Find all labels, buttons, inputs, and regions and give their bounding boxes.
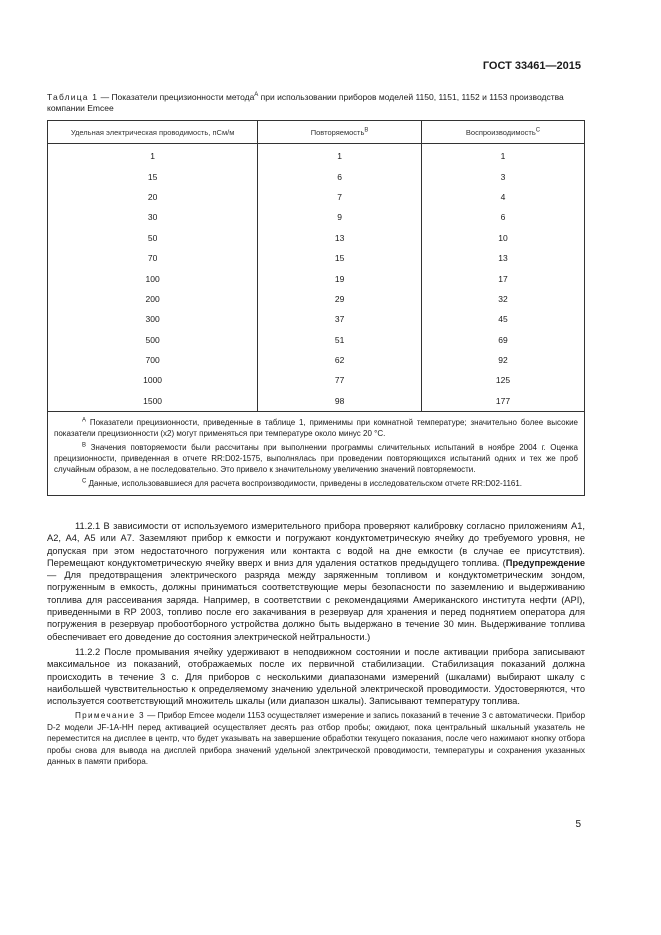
table-row [48, 289, 585, 309]
cell-reproducibility: 32 [421, 289, 584, 309]
header-conductivity: Удельная электрическая проводимость, пСм/м [48, 121, 258, 144]
cell-conductivity: 15 [48, 166, 258, 186]
table-row [48, 166, 585, 186]
cell-reproducibility: 4 [421, 187, 584, 207]
cell-reproducibility: 125 [421, 370, 584, 390]
cell-conductivity: 500 [48, 330, 258, 350]
paragraph-11-2-1: 11.2.1 В зависимости от используемого измерительного прибора проверяют калибровку согласно приложениям А1, А2, А4, А5 или А7. Заземляют прибор к емкости и погружают кондуктометрическую ячейку до требуемого уровня, не допуская при этом недостаточного погружения или контакта с водой на дне емкости (в случае ее присутствия). Перемещают кондуктометрическую ячейку вверх и вниз для удаления остатков предыдущего топлива. (Предупреждение — Для предотвращения электрического разряда между заряженным топливом и кондуктометрическим зондом, погруженным в емкость, должны приниматься соответствующие меры безопасности по заземлению и выдерживанию топлива для рассеивания заряда. Например, в соответствии с рекомендациями Американского института нефти (API), приведенными в RP 2003, топливо после его закачивания в резервуар для хранения и перед поднятием оператора для погружения в резервуар пробоотборного устройства должно быть выдержано в течение 30 мин. Выдерживание топлива обеспечивает его доведение до состояния электрической нейтральности.) [47, 521, 585, 642]
page-number: 5 [575, 819, 581, 830]
precision-table [47, 120, 585, 496]
cell-conductivity: 20 [48, 187, 258, 207]
table-caption-label: Таблица 1 [47, 92, 99, 102]
cell-repeatability: 1 [258, 144, 422, 167]
cell-repeatability: 6 [258, 166, 422, 186]
cell-conductivity: 200 [48, 289, 258, 309]
table-row [48, 330, 585, 350]
body-text [47, 520, 585, 770]
cell-repeatability: 98 [258, 391, 422, 412]
cell-repeatability: 7 [258, 187, 422, 207]
table-row [48, 207, 585, 227]
cell-repeatability: 13 [258, 228, 422, 248]
cell-repeatability: 19 [258, 268, 422, 288]
table-caption-text-cont: при использовании приборов моделей 1150, 1151, 1152 и 1153 производства компании Emcee [47, 92, 564, 113]
cell-conductivity: 700 [48, 350, 258, 370]
cell-repeatability: 51 [258, 330, 422, 350]
cell-conductivity: 70 [48, 248, 258, 268]
cell-conductivity: 1 [48, 144, 258, 167]
cell-conductivity: 300 [48, 309, 258, 329]
cell-conductivity: 1500 [48, 391, 258, 412]
table-header-row [48, 121, 585, 144]
cell-reproducibility: 10 [421, 228, 584, 248]
cell-repeatability: 77 [258, 370, 422, 390]
footnote-a: $^A$ Показатели прецизионности, приведенные в таблице 1, применимы при комнатной температуре; значительно более высокие показатели прецизионности (х2) могут применяться при температуре около минус 20 °С. [54, 417, 578, 439]
table-footnotes-row [48, 412, 585, 496]
cell-reproducibility: 13 [421, 248, 584, 268]
table-caption [47, 92, 585, 114]
table-row [48, 228, 585, 248]
warning-label: Предупреждение [505, 557, 585, 568]
cell-repeatability: 15 [258, 248, 422, 268]
cell-repeatability: 37 [258, 309, 422, 329]
footnote-c: $^C$ Данные, использовавшиеся для расчета воспроизводимости, приведены в исследовательском отчете RR:D02-1161. [82, 478, 523, 489]
paragraph-11-2-2: 11.2.2 После промывания ячейку удерживают в неподвижном состоянии и после активации прибора записывают максимальное из показаний, отображаемых после их первичной стабилизации. Стабилизация показаний должна происходить в течение 3 с. Для приборов с несколькими диапазонами измерений (шкалами) выбирают шкалу с наибольшей чувствительностью к определяемому значению удельной электрической проводимости. Удостоверяются, что используется соответствующий множитель шкалы (или диапазон шкалы). Записывают температуру топлива. [47, 646, 585, 707]
cell-conductivity: 50 [48, 228, 258, 248]
table-caption-sup: A [254, 92, 259, 99]
note-3: Примечание 3 — Прибор Emcee модели 1153 осуществляет измерение и запись показаний в течение 3 с автоматически. Прибор D-2 модели JF-1A-HH перед активацией осуществляет десять раз отбор пробы; ожидают, пока центральный шкальный указатель не переместится на дисплее в центр, что будет указывать на завершение обработки текущего показания, после чего нажимают кнопку отбора пробы снова для вывода на дисплей прибора значений удельной электрической проводимости, температуры и сохранения указанных данных в памяти прибора. [47, 711, 585, 767]
table-row [48, 248, 585, 268]
table-row [48, 144, 585, 167]
table-row [48, 268, 585, 288]
cell-reproducibility: 17 [421, 268, 584, 288]
cell-conductivity: 1000 [48, 370, 258, 390]
note-label: Примечание 3 [75, 711, 145, 721]
cell-reproducibility: 177 [421, 391, 584, 412]
cell-conductivity: 30 [48, 207, 258, 227]
cell-reproducibility: 3 [421, 166, 584, 186]
cell-repeatability: 29 [258, 289, 422, 309]
cell-repeatability: 62 [258, 350, 422, 370]
cell-reproducibility: 1 [421, 144, 584, 167]
table-body [48, 144, 585, 412]
table-footnotes [48, 412, 585, 496]
table-caption-text: — Показатели прецизионности метода [98, 92, 255, 102]
footnote-b: $^B$ Значения повторяемости были рассчитаны при выполнении программы сличительных испытаний в ноябре 2004 г. Оценка прецизионности, приведенная в отчете RR:D02-1575, выполнялась при проведении повторяющихся испытаний одних и тех же проб случайным образом, а не последовательно. Это привело к значительному увеличению значений повторяемости. [54, 442, 578, 475]
table-row [48, 391, 585, 412]
cell-reproducibility: 6 [421, 207, 584, 227]
header-reproducibility: Воспроизводимость$^C$ [421, 121, 584, 144]
table-row [48, 370, 585, 390]
cell-reproducibility: 92 [421, 350, 584, 370]
cell-reproducibility: 45 [421, 309, 584, 329]
cell-repeatability: 9 [258, 207, 422, 227]
table-row [48, 350, 585, 370]
cell-reproducibility: 69 [421, 330, 584, 350]
header-repeatability: Повторяемость$^B$ [258, 121, 422, 144]
document-code: ГОСТ 33461—2015 [482, 60, 581, 72]
cell-conductivity: 100 [48, 268, 258, 288]
table-row [48, 187, 585, 207]
table-row [48, 309, 585, 329]
